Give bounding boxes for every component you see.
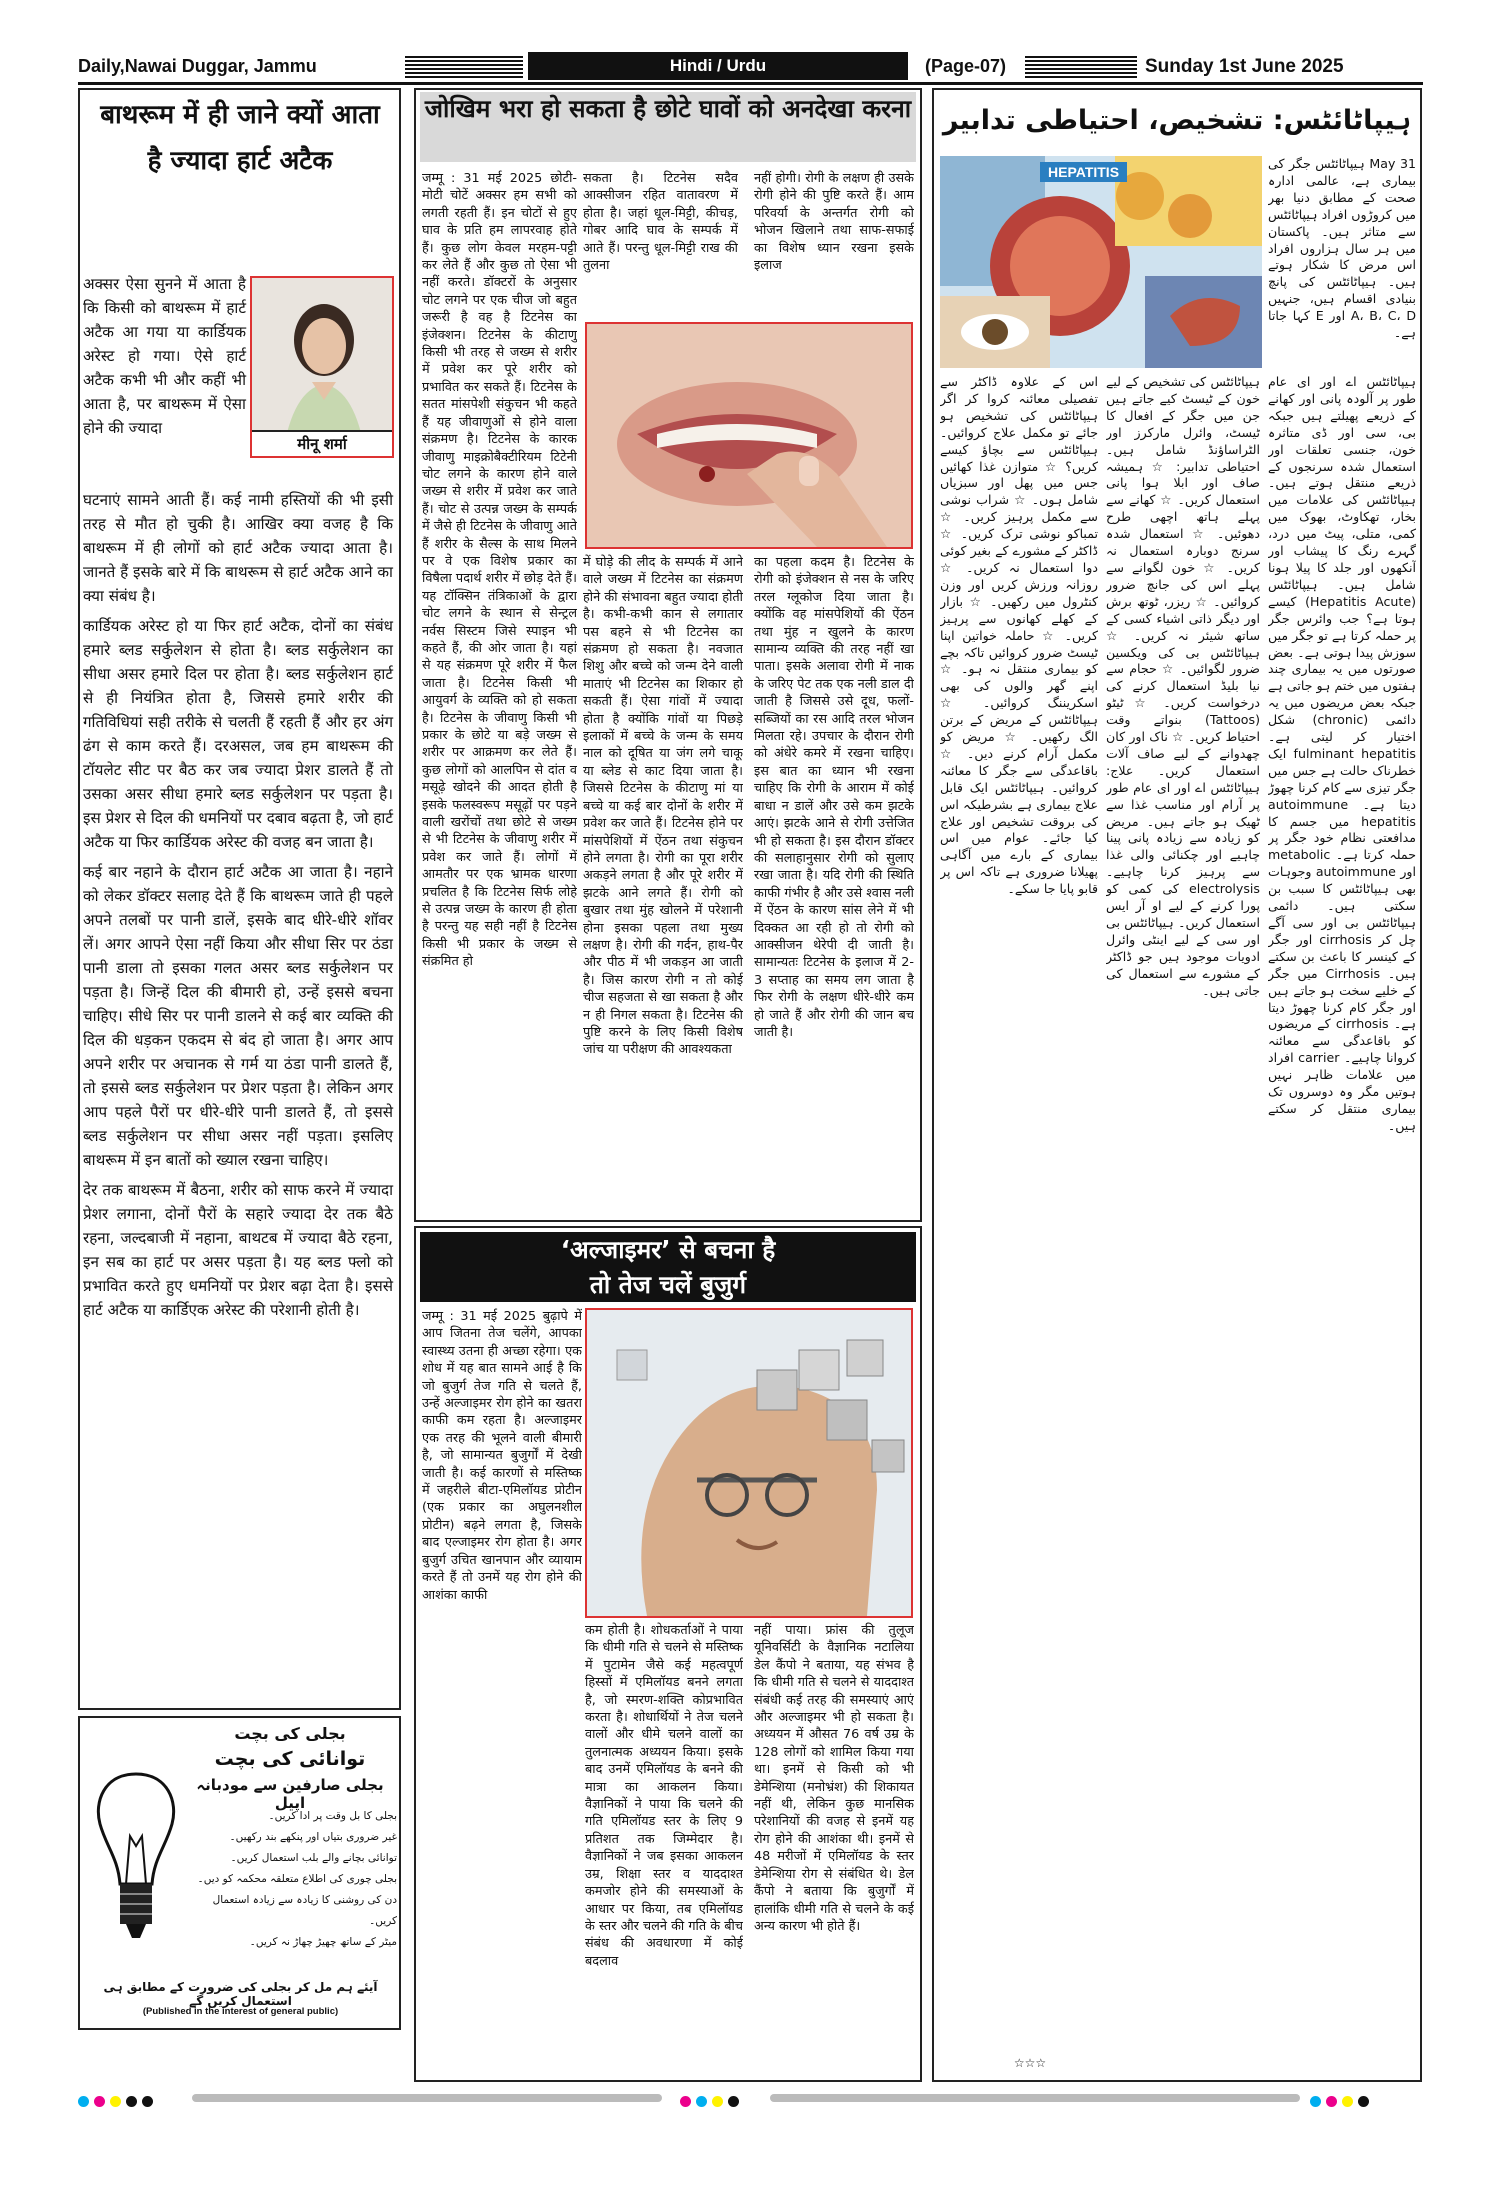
article-alzheimer-col3: नहीं पाया। फ्रांस की तुलूज यूनिवर्सिटी के वैज्ञानिक नटालिया डेल कैंपो ने बताया, यह संभव है कि धीमी गति से चलने से याददाश्त संबंधी कई तरह की समस्याएं आएं और अल्जाइमर भी हो सकता है। अध्ययन में औसत 76 वर्ष उम्र के 128 लोगों को शामिल किया गया था। इनमें से किसी को भी डेमेन्शिया (मनोभ्रंश) की शिकायत नहीं थी, लेकिन कुछ मानसिक परेशानियों की वजह से इनमें यह रोग होने की आशंका थी। इनमें से 48 मरीजों में एमिलॉयड के स्तर डेमेन्शिया रोग से संबंधित थे। डेल कैंपो ने बताया कि बुजुर्गों में हालांकि धीमी गति से चलने के कई अन्य कारण भी होते हैं। bbox=[754, 1623, 914, 1934]
puzzle-head-icon bbox=[587, 1310, 911, 1616]
electricity-ad bbox=[78, 1716, 401, 2030]
article-bathroom-paragraph: कई बार नहाने के दौरान हार्ट अटैक आ जाता है। नहाने को लेकर डॉक्टर सलाह देते हैं कि बाथरूम जाते ही पहले अपने तलबों पर पानी डालें, इसके बाद धीरे-धीरे शॉवर लें। अगर आपने ऐसा नहीं किया और सीधा सिर पर ठंडा पानी डाला तो इसका गलत असर ब्लड सर्कुलेशन पर पड़ता है। जिन्हें दिल की बीमारी हो, उन्हें इससे बचना चाहिए। सीधे सिर पर पानी डालने से कई बार व्यक्ति की दिल की धड़कन एकदम से बंद हो जाता है। अगर आप अपने शरीर पर अचानक से गर्म या ठंडा पानी डालते हैं, तो इससे ब्लड सर्कुलेशन पर प्रेशर पड़ता है। लेकिन अगर आप पहले पैरों पर धीरे-धीरे पानी डालते हैं, तो इससे ब्लड सर्कुलेशन पर सीधा असर नहीं पड़ता। इसलिए बाथरूम में इन बातों को ख्याल रखना चाहिए। bbox=[83, 863, 393, 1169]
ad-bullet: دن کی روشنی کا زیادہ سے زیادہ استعمال کریں۔ bbox=[212, 1894, 397, 1927]
cyan-dot bbox=[696, 2096, 707, 2107]
article-end-mark: ☆☆☆ bbox=[1013, 2056, 1047, 2070]
masthead-rule bbox=[78, 82, 1423, 85]
masthead-stripes-right bbox=[1025, 56, 1137, 78]
hepatitis-collage bbox=[940, 156, 1262, 368]
article-bathroom-headline: बाथरूम में ही जाने क्यों आता है ज्यादा हार्ट अटैक bbox=[100, 100, 380, 176]
article-alzheimer-col1: जम्मू : 31 मई 2025 बुढ़ापे में आप जितना तेज चलेंगे, आपका स्वास्थ्य उतना ही अच्छा रहेगा। एक शोध में यह बात सामने आई है कि जो बुजुर्ग तेज गति से चलते हैं, उन्हें अल्जाइमर रोग होने का खतरा काफी कम रहता है। अल्जाइमर एक तरह की भूलने वाली बीमारी है, जो सामान्यत बुजुर्गों में देखी जाती है। कई कारणों से मस्तिष्क में जहरीले बीटा-एमिलॉयड प्रोटीन (एक प्रकार का अघुलनशील प्रोटीन) बढ़ने लगता है, जिसके बाद एल्जाइमर रोग होता है। अगर बुजुर्ग उचित खानपान और व्यायाम करते हैं तो उनमें यह रोग होने की आशंका काफी bbox=[422, 1309, 582, 1603]
light-bulb-icon bbox=[90, 1766, 182, 1966]
article-bathroom-paragraph: घटनाएं सामने आती हैं। कई नामी हस्तियों की भी इसी तरह से मौत हो चुकी है। आखिर क्या वजह है कि बाथरूम में ही लोगों को हार्ट अटैक ज्यादा आता है। जानते हैं इसके बारे में कि बाथरूम से हार्ट अटैक आने का क्या संबंध है। bbox=[83, 491, 393, 605]
article-tetanus-col3-bottom: का पहला कदम है। टिटनेस के रोगी को इंजेक्शन से नस के जरिए तरल ग्लूकोज दिया जाता है। क्योंकि वह मांसपेशियों की ऐंठन तथा मुंह न खुलने के कारण सामान्य व्यक्ति की तरह नहीं खा पाता। इसके अलावा रोगी में नाक के जरिए पेट तक एक नली डाल दी जाती है जिससे उसे दूध, फलों-सब्जियों का रस आदि तरल भोजन मिलता रहे। उपचार के दौरान रोगी को अंधेरे कमरे में रखना चाहिए। इस बात का ध्यान भी रखना चाहिए कि रोगी के आराम में कोई बाधा न डालें और उसे कम झटके आएं। झटके आने से रोगी उत्तेजित भी हो सकता है। इस दौरान डॉक्टर की सलाहानुसार रोगी को सुलाए रखा जाता है। यदि रोगी की स्थिति काफी गंभीर है और उसे श्वास नली में ऐंठन के कारण सांस लेने में भी दिक्कत आ रही हो तो रोगी को आक्सीजन थेरेपी दी जाती है। सामान्यतः टिटनेस के इलाज में 2-3 सप्ताह का समय लग जाता है फिर रोगी के लक्षण धीरे-धीरे कम हो जाते हैं और रोगी की जान बच जाती है। bbox=[754, 555, 914, 1040]
yellow-dot bbox=[110, 2096, 121, 2107]
article-bathroom-lead: अक्सर ऐसा सुनने में आता है कि किसी को बाथरूम में हार्ट अटैक आ गया या कार्डियक अरेस्ट हो गया। ऐसे हार्ट अटैक कभी भी और कहीं भी आता है, पर बाथरूम में ऐसा होने की ज्यादा bbox=[83, 275, 246, 437]
ad-subtitle: توانائی کی بچت bbox=[214, 1748, 366, 1770]
article-bathroom-paragraph: कार्डियक अरेस्ट हो या फिर हार्ट अटैक, दोनों का संबंध हमारे ब्लड सर्कुलेशन से होता है। ब्लड सर्कुलेशन का सीधा असर हमारे दिल पर होता है। ब्लड सर्कुलेशन हार्ट से ही नियंत्रित होता है, जिससे हमारे शरीर की गतिविधियां सही तरीके से चलती हैं रहती हैं और हर अंग ढंग से काम करते हैं। दरअसल, जब हम बाथरूम की टॉयलेट सीट पर बैठ कर जब ज्यादा प्रेशर डालते हैं तो उसका असर सीधा हमारे ब्लड सर्कुलेशन पर पड़ता है। इस प्रेशर से दिल की धमनियों पर दबाव बढ़ता है, जो हार्ट अटैक या फिर कार्डियक अरेस्ट की वजह बन जाता है। bbox=[83, 617, 393, 851]
black-dot bbox=[728, 2096, 739, 2107]
article-alzheimer-headline bbox=[420, 1232, 916, 1302]
registration-dots-left bbox=[78, 2092, 158, 2111]
article-bathroom-paragraph: देर तक बाथरूम में बैठना, शरीर को साफ करने में ज्यादा प्रेशर लगाना, दोनों पैरों के सहारे ज्यादा देर तक बैठे रहना, जल्दबाजी में नहाना, बाथटब में ज्यादा बैठे रहना, इन सब का हार्ट पर असर पड़ता है। यह ब्लड फ्लो को प्रभावित करते हुए धमनियों पर प्रेशर बढ़ा देता है। इससे हार्ट अटैक या कार्डिएक अरेस्ट की परेशानी होती है। bbox=[83, 1181, 393, 1319]
cyan-dot bbox=[1310, 2096, 1321, 2107]
page-number: (Page-07) bbox=[925, 56, 1007, 76]
ad-bullet: میٹر کے ساتھ چھیڑ چھاڑ نہ کریں۔ bbox=[249, 1936, 397, 1948]
article-hepatitis-headline: ہیپاٹائٹس: تشخیص، احتیاطی تدابیر bbox=[942, 105, 1412, 136]
ad-note: (Published in the interest of general public) bbox=[142, 2006, 339, 2017]
black-dot bbox=[126, 2096, 137, 2107]
article-alzheimer-headline-line2: तो तेज चलें बुजुर्ग bbox=[589, 1270, 747, 1299]
ad-tagline: بجلی صارفین سے مودبانہ اپیل bbox=[196, 1776, 384, 1812]
registration-dots-right bbox=[1310, 2092, 1374, 2111]
hepatitis-image-label: HEPATITIS bbox=[1040, 162, 1127, 182]
article-tetanus-col1: जम्मू : 31 मई 2025 छोटी-मोटी चोटें अक्सर हम सभी को लगती रहती हैं। इन चोटों से हुए घाव के प्रति हम लापरवाह होते हैं। कुछ लोग केवल मरहम-पट्टी कर लेते हैं और कुछ तो ऐसा भी नहीं करते। डॉक्टरों के अनुसार चोट लगने पर एक चीज जो बहुत जरूरी है वह है टिटनेस का इंजेक्शन। टिटनेस के कीटाणु किसी भी तरह से जख्म से शरीर में प्रवेश कर पूरे शरीर को प्रभावित कर सकते हैं। टिटनेस के सतत मांसपेशी संकुचन भी कहते हैं यह जीवाणुओं से होने वाला संक्रमण है। टिटनेस के कारक जीवाणु माइक्रोबैक्टीरियम टिटेनी चोट लगने के कारण होने वाले जख्म से शरीर में प्रवेश कर जाते हैं। चोट से उत्पन्न जख्म के सम्पर्क में जैसे ही टिटनेस के जीवाणु आते हैं शरीर के सैल्स के साथ मिलने पर वे एक विशेष प्रकार का विषैला पदार्थ शरीर में छोड़ देते हैं। यह टॉक्सिन तंत्रिकाओं के द्वारा चोट लगने के स्थान से सेन्ट्रल नर्वस सिस्टम जिसे स्पाइन भी कहते हैं, की ओर जाता है। यहां से यह संक्रमण पूरे शरीर में फैल जाता है। टिटनेस किसी भी आयुवर्ग के व्यक्ति को हो सकता है। टिटनेस के जीवाणु किसी भी प्रकार के छोटे या बड़े जख्म से शरीर पर आक्रमण कर लेते हैं। कुछ लोगों को आलपिन से दांत व मसूढ़े खोदने की आदत होती है इसके फलस्वरूप मसूढ़ों पर पड़ने वाली खरोंचों तथा छोटे से जख्म से भी टिटनेस के जीवाणु शरीर में प्रवेश कर जाते हैं। लोगों में आमतौर पर एक भ्रामक धारणा प्रचलित है कि टिटनेस सिर्फ लोहे से उत्पन्न जख्म के कारण ही होता है परन्तु यह सही नहीं है टिटनेस किसी भी प्रकार के जख्म से संक्रमित हो bbox=[422, 171, 577, 970]
author-name: मीनू शर्मा bbox=[252, 430, 392, 456]
article-alzheimer-col2: कम होती है। शोधकर्ताओं ने पाया कि धीमी गति से चलने से मस्तिष्क में पुटामेन जैसे कई महत्वपूर्ण हिस्सों में एमिलॉयड बनने लगता है, जो स्मरण-शक्ति कोप्रभावित करता है। शोधार्थियों ने तेज चलने वालों और धीमे चलने वालों का तुलनात्मक अध्ययन किया। इसके बाद उनमें एमिलॉयड के बनने की मात्रा का आकलन किया। वैज्ञानिकों ने पाया कि चलने की गति एमिलॉयड स्तर के लिए 9 प्रतिशत तक जिम्मेदार है। वैज्ञानिकों ने जब इसका आकलन उम्र, शिक्षा स्तर व याददाश्त कमजोर होने की समस्याओं के आधार पर किया, तब एमिलॉयड के स्तर और चलने की गति के बीच संबंध की अवधारणा में कोई बदलाव bbox=[585, 1623, 743, 1969]
article-tetanus-headline: जोखिम भरा हो सकता है छोटे घावों को अनदेखा करना bbox=[420, 92, 916, 162]
section-label: Hindi / Urdu bbox=[528, 52, 908, 80]
article-hepatitis-col-right: ہیپاٹائٹس اے اور ای عام طور پر آلودہ پانی اور کھانے کے ذریعے پھیلتے ہیں جبکہ بی، سی اور ڈی متاثرہ خون، جنسی تعلقات اور استعمال شدہ سرنجوں کے ذریعے منتقل ہوتے ہیں۔ ہیپاٹائٹس کی علامات میں بخار، تھکاوٹ، بھوک میں کمی، متلی، پیٹ میں درد، گہرے رنگ کا پیشاب اور آنکھوں اور جلد کا پیلا ہونا شامل ہیں۔ ہیپاٹائٹس (Hepatitis Acute) کیسے ہوتا ہے؟ جب وائرس جگر پر حملہ کرتا ہے تو جگر میں سوزش پیدا ہوتی ہے۔ بعض صورتوں میں یہ بیماری چند ہفتوں میں ختم ہو جاتی ہے جبکہ بعض مریضوں میں یہ دائمی (chronic) شکل اختیار کر لیتی ہے۔ fulminant hepatitis ایک خطرناک حالت ہے جس میں جگر تیزی سے کام کرنا چھوڑ دیتا ہے۔ autoimmune hepatitis میں جسم کا مدافعتی نظام خود جگر پر حملہ کرتا ہے۔ metabolic اور autoimmune وجوہات بھی ہیپاٹائٹس کا سبب بن سکتی ہیں۔ دائمی ہیپاٹائٹس بی اور سی آگے چل کر cirrhosis اور جگر کے کینسر کا باعث بن سکتے ہیں۔ Cirrhosis میں جگر کے خلیے سخت ہو جاتے ہیں اور جگر کام کرنا چھوڑ دیتا ہے۔ cirrhosis کے مریضوں کو باقاعدگی سے معائنہ کروانا چاہیے۔ carrier افراد میں علامات ظاہر نہیں ہوتیں مگر وہ دوسروں تک بیماری منتقل کر سکتے ہیں۔ bbox=[1268, 374, 1416, 1133]
ad-title: بجلی کی بچت bbox=[234, 1724, 346, 1743]
paper-name: Daily,Nawai Duggar, Jammu bbox=[78, 56, 317, 76]
ad-bullet: بجلی کا بل وقت پر ادا کریں۔ bbox=[268, 1810, 397, 1822]
magenta-dot bbox=[680, 2096, 691, 2107]
article-bathroom-body bbox=[83, 488, 393, 1328]
article-tetanus-col3-top: नहीं होगी। रोगी के लक्षण ही उसके रोगी होने की पुष्टि करते हैं। आम परिवर्या के अन्तर्गत रोगी को भोजन खिलाने तथा साफ-सफाई का विशेष ध्यान रखना इसके इलाज bbox=[754, 171, 914, 274]
author-photo bbox=[250, 276, 394, 458]
magenta-dot bbox=[94, 2096, 105, 2107]
ad-bullet: توانائی بچانے والے بلب استعمال کریں۔ bbox=[230, 1852, 397, 1864]
article-hepatitis-intro: 31 May ہیپاٹائٹس جگر کی بیماری ہے، عالمی ادارہ صحت کے مطابق دنیا بھر میں کروڑوں افراد ہیپاٹائٹس سے متاثر ہیں۔ پاکستان میں ہر سال ہزاروں افراد اس مرض کا شکار ہوتے ہیں۔ ہیپاٹائٹس کی پانچ بنیادی اقسام ہیں، جنہیں A، B، C، D اور E کہا جاتا ہے۔ bbox=[1268, 156, 1416, 341]
yellow-dot bbox=[712, 2096, 723, 2107]
registration-dots-mid bbox=[680, 2092, 744, 2111]
mouth-wound-photo bbox=[585, 322, 913, 549]
footer-bar-right bbox=[770, 2094, 1300, 2102]
black-dot bbox=[142, 2096, 153, 2107]
black-dot bbox=[1358, 2096, 1369, 2107]
ad-bullet: بجلی چوری کی اطلاع متعلقہ محکمہ کو دیں۔ bbox=[197, 1873, 397, 1885]
hepatitis-collage-icon bbox=[940, 156, 1262, 368]
masthead-stripes bbox=[405, 56, 523, 78]
article-tetanus-col2-bottom: में घोड़े की लीद के सम्पर्क में आने वाले जख्म में टिटनेस का संक्रमण होने की संभावना बहुत ज्यादा होती है। कभी-कभी कान से लगातार पस बहने से भी टिटनेस का संक्रमण हो सकता है। नवजात शिशु और बच्चे को जन्म देने वाली माताएं भी टिटनेस का शिकार हो सकती हैं। ऐसा गांवों में ज्यादा होता है क्योंकि गांवों या पिछड़े इलाकों में बच्चे के जन्म के समय नाल को दूषित या जंग लगे चाकू या ब्लेड से काट दिया जाता है। जिससे टिटनेस के कीटाणु मां या बच्चे या कई बार दोनों के शरीर में प्रवेश कर जाते हैं। टिटनेस होने पर मांसपेशियों में ऐंठन तथा संकुचन होने लगता है। रोगी का पूरा शरीर अकड़ने लगता है और पूरे शरीर में झटके आने लगते हैं। रोगी को बुखार तथा मुंह खोलने में परेशानी होना इसका पहला तथा मुख्य लक्षण है। रोगी की गर्दन, हाथ-पैर और पीठ में भी जकड़न आ जाती है। जिस कारण रोगी न तो कोई चीज सहजता से खा सकता है और न ही निगल सकता है। टिटनेस की पुष्टि करने के लिए किसी विशेष जांच या परीक्षण की आवश्यकता bbox=[583, 555, 743, 1058]
ad-footer: آیئے ہم مل کر بجلی کی ضرورت کے مطابق ہی استعمال کریں گے bbox=[103, 1980, 378, 2008]
article-hepatitis-col-mid: ہیپاٹائٹس کی تشخیص کے لیے خون کے ٹیسٹ کیے جاتے ہیں جن میں جگر کے افعال کا ٹیسٹ، وائرل مارکرز اور الٹراساؤنڈ شامل ہیں۔ احتیاطی تدابیر: ☆ ہمیشہ صاف اور ابلا ہوا پانی استعمال کریں۔ ☆ کھانے سے پہلے ہاتھ اچھی طرح دھوئیں۔ ☆ استعمال شدہ سرنج دوبارہ استعمال نہ کریں۔ ☆ خون لگوانے سے پہلے اس کی جانچ ضرور کروائیں۔ ☆ ریزر، ٹوتھ برش اور دیگر ذاتی اشیاء کسی کے ساتھ شیئر نہ کریں۔ ☆ ہیپاٹائٹس بی کی ویکسین ضرور لگوائیں۔ ☆ حجام سے نیا بلیڈ استعمال کرنے کی درخواست کریں۔ ☆ ٹیٹو (Tattoos) بنواتے وقت احتیاط کریں۔ ☆ ناک اور کان چھدوانے کے لیے صاف آلات استعمال کریں۔ علاج: ہیپاٹائٹس اے اور ای عام طور پر آرام اور مناسب غذا سے ٹھیک ہو جاتے ہیں۔ مریض کو زیادہ سے زیادہ پانی پینا چاہیے اور چکنائی والی غذا سے پرہیز کرنا چاہیے۔ electrolysis کی کمی کو پورا کرنے کے لیے او آر ایس استعمال کریں۔ ہیپاٹائٹس بی اور سی کے لیے اینٹی وائرل ادویات موجود ہیں جو ڈاکٹر کے مشورے سے استعمال کی جاتی ہیں۔ bbox=[1106, 374, 1260, 998]
article-tetanus-col2-top: सकता है। टिटनेस सदैव आक्सीजन रहित वातावरण में होता है। जहां धूल-मिट्टी, कीचड़, गोबर आदि घाव के सम्पर्क में आते हैं। परन्तु धूल-मिट्टी राख की तुलना bbox=[583, 171, 738, 274]
puzzle-head-illustration bbox=[585, 1308, 913, 1618]
magenta-dot bbox=[1326, 2096, 1337, 2107]
article-hepatitis-col-left: اس کے علاوہ ڈاکٹر سے تفصیلی معائنہ کروا کر اگر ہیپاٹائٹس کی تشخیص ہو جائے تو مکمل علاج کروائیں۔ ہیپاٹائٹس سے بچاؤ کیسے کریں؟ ☆ متوازن غذا کھائیں جس میں پھل اور سبزیاں شامل ہوں۔ ☆ شراب نوشی سے مکمل پرہیز کریں۔ ☆ تمباکو نوشی ترک کریں۔ ☆ ڈاکٹر کے مشورے کے بغیر کوئی دوا استعمال نہ کریں۔ ☆ روزانہ ورزش کریں اور وزن کنٹرول میں رکھیں۔ ☆ بازار کے کھلے کھانوں سے پرہیز کریں۔ ☆ حاملہ خواتین اپنا ٹیسٹ ضرور کروائیں تاکہ بچے کو بیماری منتقل نہ ہو۔ ☆ اپنے گھر والوں کی بھی اسکریننگ کروائیں۔ ☆ ہیپاٹائٹس کے مریض کے برتن الگ رکھیں۔ ☆ مریض کو مکمل آرام کرنے دیں۔ ☆ باقاعدگی سے جگر کا معائنہ کروائیں۔ ہیپاٹائٹس ایک قابل علاج بیماری ہے بشرطیکہ اس کی بروقت تشخیص اور علاج کیا جائے۔ عوام میں اس بیماری کے بارے میں آگاہی پھیلانا ضروری ہے تاکہ اس پر قابو پایا جا سکے۔ bbox=[940, 374, 1098, 897]
yellow-dot bbox=[1342, 2096, 1353, 2107]
footer-bar-left bbox=[192, 2094, 662, 2102]
article-alzheimer-headline-line1: ‘अल्जाइमर’ से बचना है bbox=[560, 1235, 776, 1264]
ad-bullets bbox=[185, 1806, 397, 1953]
issue-date: Sunday 1st June 2025 bbox=[1145, 56, 1344, 77]
mouth-wound-icon bbox=[587, 324, 911, 547]
ad-bullet: غیر ضروری بتیاں اور پنکھے بند رکھیں۔ bbox=[229, 1831, 397, 1843]
cyan-dot bbox=[78, 2096, 89, 2107]
